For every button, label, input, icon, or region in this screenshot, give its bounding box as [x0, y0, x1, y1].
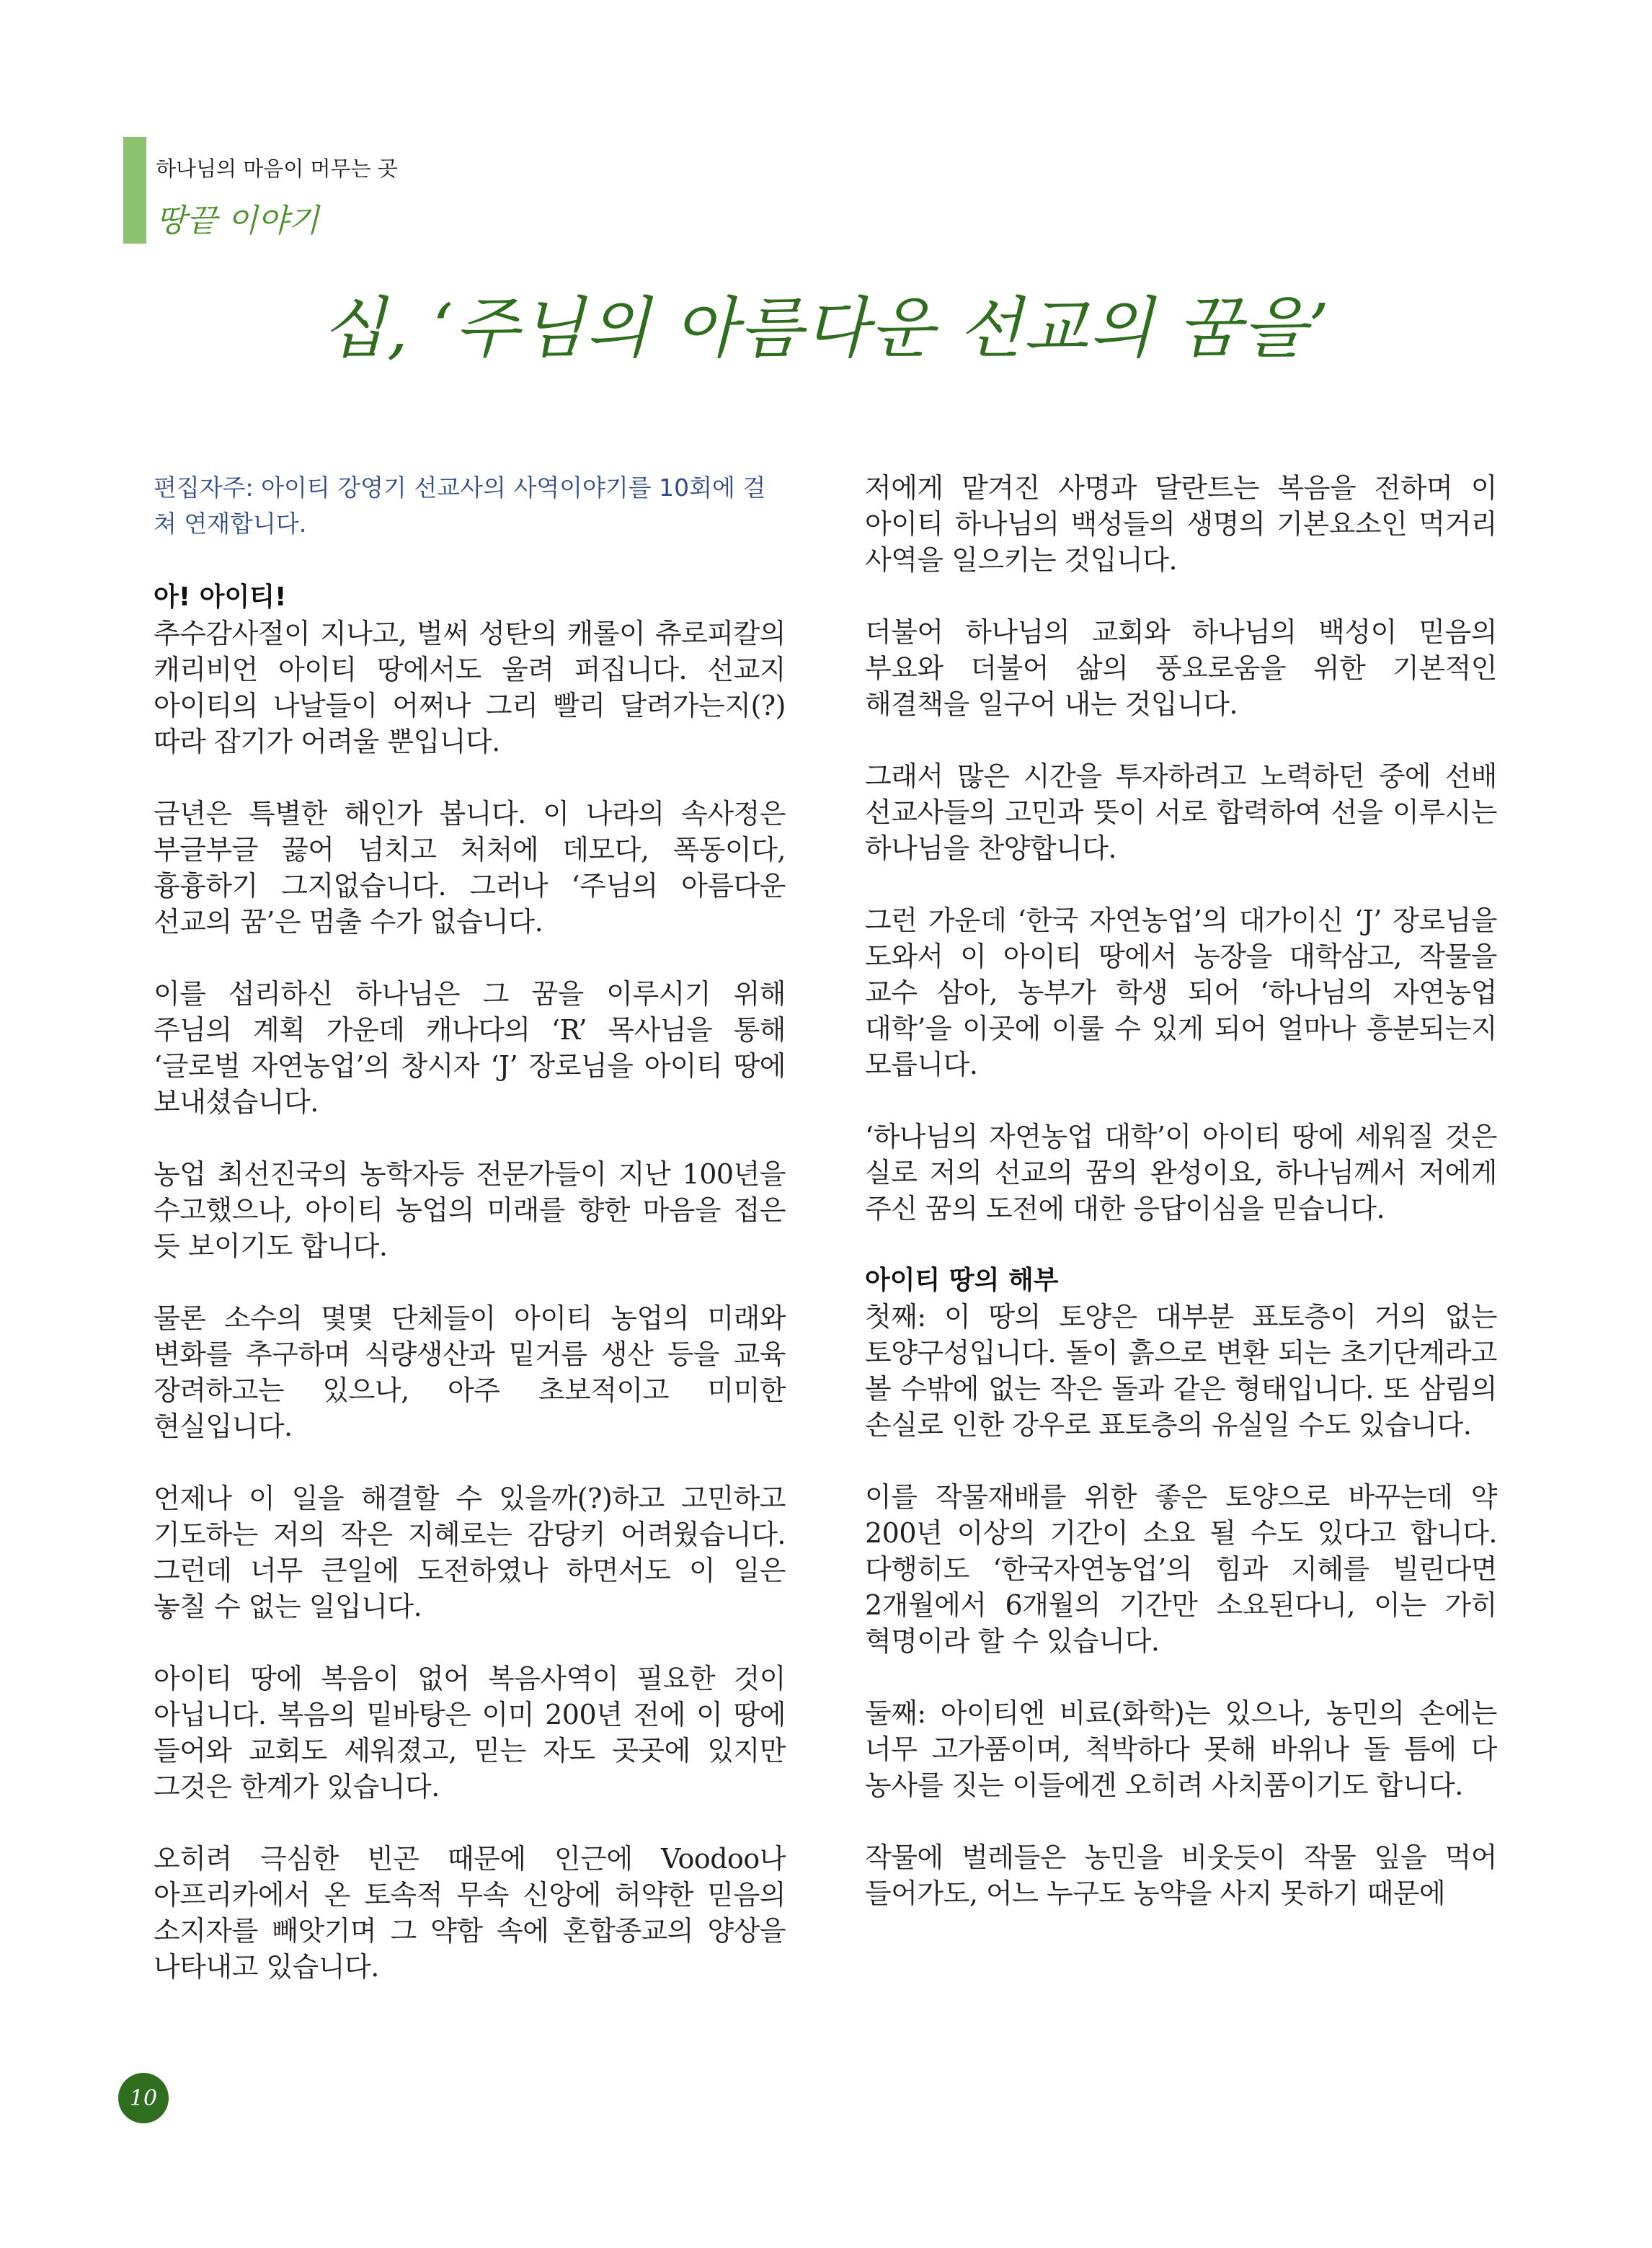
paragraph: 금년은 특별한 해인가 봅니다. 이 나라의 속사정은 부글부글 끓어 넘치고 처처에 데모다, 폭동이다, 흉흉하기 그지없습니다. 그러나 ‘주님의 아름다운 선교의 꿈’은 멈출 수가 없습니다.	[154, 798, 786, 938]
paragraph: ‘하나님의 자연농업 대학’이 아이티 땅에 세워질 것은 실로 저의 선교의 꿈의 완성이요, 하나님께서 저에게 주신 꿈의 도전에 대한 응답이심을 믿습니다.	[865, 1121, 1497, 1225]
paragraph: 첫째: 이 땅의 토양은 대부분 표토층이 거의 없는 토양구성입니다. 돌이 흙으로 변환 되는 초기단계라고 볼 수밖에 없는 작은 돌과 같은 형태입니다. 또 삼림의 손실로 인한 강우로 표토층의 유실일 수도 있습니다.	[865, 1301, 1497, 1441]
paragraph: 그래서 많은 시간을 투자하려고 노력하던 중에 선배 선교사들의 고민과 뜻이 서로 합력하여 선을 이루시는 하나님을 찬양합니다.	[865, 760, 1497, 864]
paragraph: 추수감사절이 지나고, 벌써 성탄의 캐롤이 츄로피칼의 캐리비언 아이티 땅에서도 울려 퍼집니다. 선교지 아이티의 나날들이 어쩌나 그리 빨리 달려가는지(?) 따라 잡기가 어려울 뿐입니다.	[154, 618, 786, 758]
paragraph: 더불어 하나님의 교회와 하나님의 백성이 믿음의 부요와 더불어 삶의 풍요로움을 위한 기본적인 해결책을 일구어 내는 것입니다.	[865, 616, 1497, 720]
section-heading: 아! 아이티!	[154, 582, 287, 612]
paragraph: 오히려 극심한 빈곤 때문에 인근에 Voodoo나 아프리카에서 온 토속적 무속 신앙에 허약한 믿음의 소지자를 빼앗기며 그 약함 속에 혼합종교의 양상을 나타내고 있습니다.	[154, 1843, 786, 1983]
paragraph: 농업 최선진국의 농학자등 전문가들이 지난 100년을 수고했으나, 아이티 농업의 미래를 향한 마음을 접은 듯 보이기도 합니다.	[154, 1158, 786, 1262]
right-column	[865, 470, 1497, 1947]
page-number: 10	[129, 2085, 158, 2111]
left-column	[154, 470, 786, 2021]
paragraph: 이를 섭리하신 하나님은 그 꿈을 이루시기 위해 주님의 계획 가운데 캐나다의 ‘R’ 목사님을 통해 ‘글로벌 자연농업’의 창시자 ‘J’ 장로님을 아이티 땅에 보내셨습니다.	[154, 978, 786, 1118]
paragraph: 물론 소수의 몇몇 단체들이 아이티 농업의 미래와 변화를 추구하며 식량생산과 밑거름 생산 등을 교육 장려하고는 있으나, 아주 초보적이고 미미한 현실입니다.	[154, 1302, 786, 1442]
paragraph: 그런 가운데 ‘한국 자연농업’의 대가이신 ‘J’ 장로님을 도와서 이 아이티 땅에서 농장을 대학삼고, 작물을 교수 삼아, 농부가 학생 되어 ‘하나님의 자연농업 대학’을 이곳에 이룰 수 있게 되어 얼마나 흥분되는지 모릅니다.	[865, 905, 1497, 1080]
paragraph: 이를 작물재배를 위한 좋은 토양으로 바꾸는데 약 200년 이상의 기간이 소요 될 수도 있다고 합니다. 다행히도 ‘한국자연농업’의 힘과 지혜를 빌린다면 2개월에서 6개월의 기간만 소요된다니, 이는 가히 혁명이라 할 수 있습니다.	[865, 1481, 1497, 1657]
article-title: 십, ‘주님의 아름다운 선교의 꿈을’	[321, 290, 1331, 367]
section-title: 땅끝 이야기	[156, 203, 319, 239]
paragraph: 둘째: 아이티엔 비료(화학)는 있으나, 농민의 손에는 너무 고가품이며, 척박하다 못해 바위나 돌 틈에 다 농사를 짓는 이들에겐 오히려 사치품이기도 합니다.	[865, 1697, 1497, 1801]
section-heading: 아이티 땅의 해부	[865, 1266, 1059, 1295]
header-accent-bar	[123, 137, 146, 244]
section-label: 하나님의 마음이 머무는 곳	[156, 156, 398, 181]
paragraph: 저에게 맡겨진 사명과 달란트는 복음을 전하며 이 아이티 하나님의 백성들의 생명의 기본요소인 먹거리 사역을 일으키는 것입니다.	[865, 472, 1497, 576]
paragraph: 작물에 벌레들은 농민을 비웃듯이 작물 잎을 먹어 들어가도, 어느 누구도 농약을 사지 못하기 때문에	[865, 1842, 1497, 1909]
editor-note: 편집자주: 아이티 강영기 선교사의 사역이야기를 10회에 걸쳐 연재합니다.	[154, 474, 766, 538]
page-number-badge	[118, 2073, 169, 2123]
paragraph: 언제나 이 일을 해결할 수 있을까(?)하고 고민하고 기도하는 저의 작은 지혜로는 감당키 어려웠습니다. 그런데 너무 큰일에 도전하였나 하면서도 이 일은 놓칠 수 없는 일입니다.	[154, 1483, 786, 1622]
paragraph: 아이티 땅에 복음이 없어 복음사역이 필요한 것이 아닙니다. 복음의 밑바탕은 이미 200년 전에 이 땅에 들어와 교회도 세워졌고, 믿는 자도 곳곳에 있지만 그것은 한계가 있습니다.	[154, 1663, 786, 1803]
